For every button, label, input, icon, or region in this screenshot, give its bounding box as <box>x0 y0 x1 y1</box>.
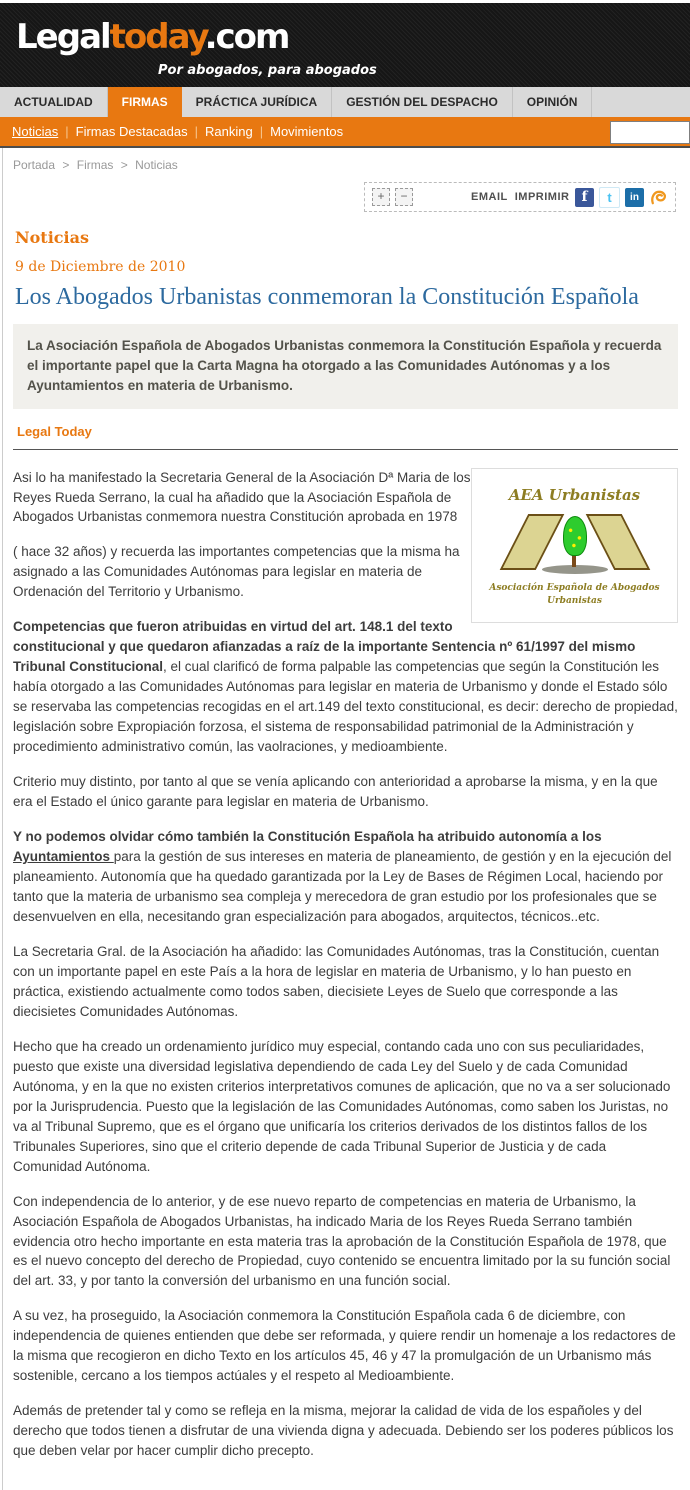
article-byline: Legal Today <box>17 423 92 439</box>
subnav-item-ranking[interactable]: Ranking <box>205 124 253 139</box>
breadcrumb-portada[interactable]: Portada <box>13 158 56 172</box>
subnav-item-movimientos[interactable]: Movimientos <box>270 124 344 139</box>
facebook-icon[interactable]: f <box>575 188 594 207</box>
article-paragraph: Criterio muy distinto, por tanto al que se venía aplicando con anterioridad a aprobarse la misma, y en la que era el Estado el único garante para legislar en materia de Urbanismo. <box>13 774 658 810</box>
buzz-icon[interactable] <box>649 188 668 207</box>
article-paragraph: Competencias que fueron atribuidas en virtud del art. 148.1 del texto constitucional y que quedaron afianzadas a raíz de la importante Sentencia nº 61/1997 del mismo Tribunal Constitucional, el cual clarificó de forma palpable las competencias que según la Constitución les había otorgado a las Comunidades Autónomas para legislar en materia de Urbanismo y donde el Estado sólo se reservaba las competencias recogidas en el art.149 del texto constitucional, es decir: derecho de propiedad, legislación sobre Expropiación forzosa, el sistema de responsabilidad patrimonial de la Administración y procedimiento administrativo común, las vaolraciones, y medioambiente. <box>13 619 678 755</box>
logo-com: .com <box>204 17 289 57</box>
aea-left-slab <box>500 514 565 570</box>
subnav-item-noticias[interactable]: Noticias <box>12 124 59 139</box>
email-button[interactable]: EMAIL <box>471 191 508 203</box>
breadcrumb-noticias[interactable]: Noticias <box>135 158 178 172</box>
byline-divider <box>13 409 678 450</box>
breadcrumb-firmas[interactable]: Firmas <box>76 158 114 172</box>
breadcrumb-separator: > <box>62 158 70 172</box>
print-button[interactable]: IMPRIMIR <box>514 191 570 203</box>
tab-bar-filler <box>592 87 690 117</box>
article-paragraph: Y no podemos olvidar cómo también la Constitución Española ha atribuido autonomía a los Ayuntamientos para la gestión de sus intereses en materia de planeamiento, de gestión y en la ejecución del planeamiento. Autonomía que ha quedado garantizada por la Ley de Bases de Régimen Local, haciendo por tanto que la materia de urbanismo sea compleja y merecedora de gran estudio por los profesionales que se desenvuelven en ella, necesitando gran especialización para abogados, arquitectos, técnicos..etc. <box>13 829 672 924</box>
search-input[interactable] <box>610 121 690 144</box>
tab-actualidad[interactable]: ACTUALIDAD <box>0 87 108 117</box>
article-paragraph: Con independencia de lo anterior, y de ese nuevo reparto de competencias en materia de Urbanismo, la Asociación Española de Abogados Urbanistas, ha indicado Maria de los Reyes Rueda Serrano también evidencia otro hecho importante en esta materia tras la aprobación de la Constitución Española de 1978, que es el nuevo concepto del derecho de Propiedad, cuyo contenido se encuentra limitado por la su función social del art. 33, y por tanto la conversión del urbanismo en una función social. <box>13 1193 671 1289</box>
subnav-separator: | <box>194 124 199 139</box>
sub-nav <box>0 117 690 148</box>
aea-urbanistas-logo-image <box>471 468 678 623</box>
tab-practica-juridica[interactable]: PRÁCTICA JURÍDICA <box>182 87 333 117</box>
site-tagline: Por abogados, para abogados <box>158 63 377 78</box>
logo-legal: Legal <box>16 17 110 57</box>
tab-firmas[interactable]: FIRMAS <box>108 87 182 117</box>
article-date: 9 de Diciembre de 2010 <box>15 259 186 275</box>
content-column <box>2 148 690 1490</box>
subnav-separator: | <box>65 124 69 139</box>
tab-gestion-del-despacho[interactable]: GESTIÓN DEL DESPACHO <box>332 87 513 117</box>
article-paragraph: A su vez, ha proseguido, la Asociación conmemora la Constitución Española cada 6 de diciembre, con independencia de quienes entienden que debe ser reformada, y quiere rendir un homenaje a los redactores de la misma que recogieron en dicho Texto en los artículos 45, 46 y 47 la promulgación de un Urbanismo más sostenible, cercano a los tiempos actúales y el respeto al Medioambiente. <box>13 1308 676 1384</box>
subnav-separator: | <box>259 124 264 139</box>
main-nav <box>0 87 690 117</box>
article-summary: La Asociación Española de Abogados Urbanistas conmemora la Constitución Española y recuerda el importante papel que la Carta Magna ha otorgado a las Comunidades Autónomas y a los Ayuntamientos en materia de Urbanismo. <box>13 324 678 409</box>
tab-opinion[interactable]: OPINIÓN <box>513 87 593 117</box>
article-paragraph: Hecho que ha creado un ordenamiento jurídico muy especial, contando cada uno con sus peculiaridades, puesto que existe una diversidad legislativa dependiendo de cada Ley del Suelo y de cada Comunidad Autónoma, y en la que no existen criterios interpretativos comunes de aplicación, que no va a ser solucionado por la Jurisprudencia. Puesto que la legislación de las Comunidades Autónomas, como saben los Juristas, no va al Tribunal Supremo, que es el órgano que unificaría los criterios derivados de los distintos fallos de los Tribunales Superiores, sino que el criterio depende de cada Tribunal Superior de Justicia y de cada Comunidad Autónoma. <box>13 1038 671 1174</box>
aea-logo-graphic <box>472 512 677 578</box>
section-title: Noticias <box>15 228 89 247</box>
article-body <box>13 468 678 1462</box>
aea-logo-title: AEA Urbanistas <box>508 485 641 504</box>
article-toolbar <box>364 182 676 212</box>
article-paragraph: Asi lo ha manifestado la Secretaria General de la Asociación Dª Maria de los Reyes Rueda Serrano, la cual ha añadido que la Asociación Española de Abogados Urbanistas conmemora nuestra Constitución aprobada en 1978 <box>13 469 471 525</box>
article-title: Los Abogados Urbanistas conmemoran la Constitución Española <box>15 284 639 310</box>
social-share-icons <box>575 187 668 208</box>
article-paragraph: La Secretaria Gral. de la Asociación ha añadido: las Comunidades Autónomas, tras la Constitución, cuentan con un importante papel en este País a la hora de legislar en materia de Urbanismo, y lo han puesto en práctica, existiendo actualmente como todos saben, diecisiete Leyes de Suelo que corresponde a las diecisietes Comunidades Autónomas. <box>13 943 660 1019</box>
breadcrumb <box>13 148 678 172</box>
aea-right-slab <box>586 514 651 570</box>
text-zoom-in-button[interactable]: + <box>372 188 390 206</box>
logo-today: today <box>109 17 205 57</box>
article-paragraph: ( hace 32 años) y recuerda las importantes competencias que la misma ha asignado a las Comunidades Autónomas para legislar en materia de Ordenación del Territorio y Urbanismo. <box>13 544 460 600</box>
article-paragraph: Además de pretender tal y como se refleja en la misma, mejorar la calidad de vida de los españoles y del derecho que todos tienen a disfrutar de una vivienda digna y adecuada. Debiendo ser los poderes públicos los que deben velar por hacer cumplir dicho precepto. <box>13 1403 674 1459</box>
aea-logo-caption: Asociación Española de Abogados Urbanistas <box>489 582 660 607</box>
twitter-icon[interactable]: t <box>599 187 620 208</box>
breadcrumb-separator: > <box>120 158 128 172</box>
linkedin-icon[interactable]: in <box>625 188 644 207</box>
site-header <box>0 3 690 87</box>
subnav-item-firmas-destacadas[interactable]: Firmas Destacadas <box>75 124 188 139</box>
aea-tree-icon <box>563 516 587 556</box>
site-logo[interactable] <box>16 17 288 57</box>
text-zoom-out-button[interactable]: − <box>395 188 413 206</box>
